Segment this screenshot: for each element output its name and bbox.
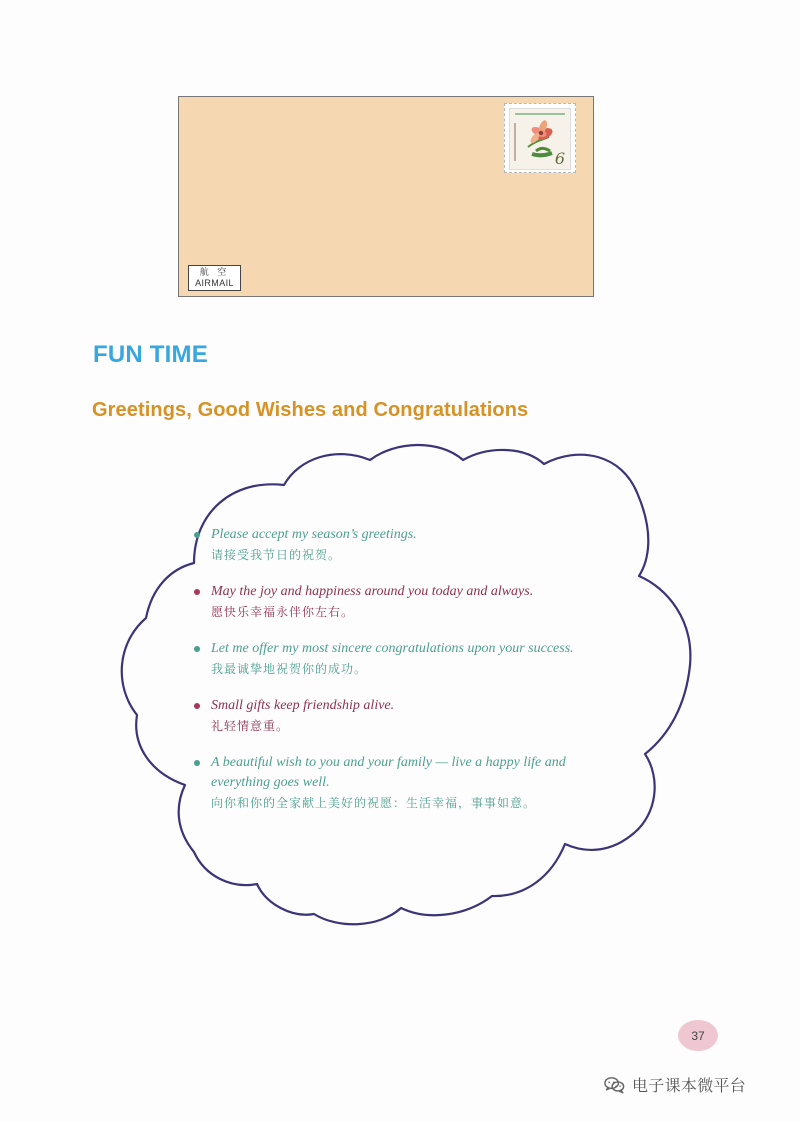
stamp-denomination: 6 [554, 149, 565, 168]
greeting-english: A beautiful wish to you and your family — live a happy life and everything goes well. [211, 755, 566, 790]
wechat-icon [603, 1075, 626, 1095]
stamp-inner [509, 108, 571, 170]
list-item [191, 696, 611, 736]
greeting-english: Small gifts keep friendship alive. [211, 698, 395, 713]
greeting-chinese: 请接受我节日的祝贺。 [211, 548, 342, 562]
airmail-label [188, 265, 241, 291]
greeting-chinese: 我最诚挚地祝贺你的成功。 [211, 662, 368, 676]
bullet-icon [194, 646, 200, 652]
bullet-icon [194, 760, 200, 766]
greeting-english: May the joy and happiness around you today and always. [211, 584, 534, 599]
airmail-label-english: AIRMAIL [195, 278, 234, 288]
page-number-badge [678, 1020, 718, 1051]
greeting-chinese: 礼轻情意重。 [211, 719, 290, 733]
watermark-text: 电子课本微平台 [632, 1076, 747, 1095]
greetings-list [191, 525, 611, 830]
list-item [191, 525, 611, 565]
list-item [191, 639, 611, 679]
bullet-icon [194, 589, 200, 595]
bullet-icon [194, 532, 200, 538]
section-heading: FUN TIME [93, 341, 208, 368]
list-item [191, 582, 611, 622]
list-item [191, 753, 611, 813]
airmail-label-chinese: 航 空 [199, 267, 230, 277]
envelope [178, 96, 594, 297]
watermark [603, 1073, 746, 1096]
greeting-english: Let me offer my most sincere congratulations upon your success. [211, 641, 574, 656]
greeting-english: Please accept my season’s greetings. [211, 527, 417, 542]
postage-stamp [504, 103, 576, 173]
page-number: 37 [691, 1028, 705, 1043]
bullet-icon [194, 703, 200, 709]
greeting-chinese: 向你和你的全家献上美好的祝愿：生活幸福，事事如意。 [211, 796, 537, 810]
page-title: Greetings, Good Wishes and Congratulations [92, 399, 529, 421]
greeting-chinese: 愿快乐幸福永伴你左右。 [211, 605, 355, 619]
